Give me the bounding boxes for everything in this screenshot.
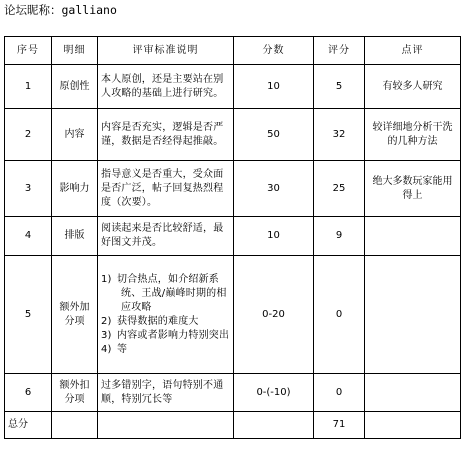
header-item: 明细 (52, 37, 98, 65)
row-criteria: 指导意义是否重大，受众面是否广泛，帖子回复热烈程度（次要）。 (98, 161, 234, 217)
scoring-table (4, 36, 461, 439)
row-comment (365, 256, 461, 374)
row-item: 排版 (52, 217, 98, 256)
row-score: 9 (314, 217, 365, 256)
total-empty-cell (52, 412, 98, 439)
row-score: 0 (314, 374, 365, 412)
header-points: 分数 (234, 37, 314, 65)
row-points: 0-20 (234, 256, 314, 374)
row-comment: 有较多人研究 (365, 65, 461, 109)
row-score: 5 (314, 65, 365, 109)
nickname-label: 论坛昵称： (4, 3, 62, 17)
row-points: 10 (234, 217, 314, 256)
row-no: 5 (5, 256, 52, 374)
table-row (5, 161, 461, 217)
row-comment: 较详细地分析干洗的几种方法 (365, 109, 461, 161)
row-no: 1 (5, 65, 52, 109)
forum-nickname-line (4, 2, 117, 18)
row-comment: 绝大多数玩家能用得上 (365, 161, 461, 217)
criteria-list-item: 2) 获得数据的难度大 (101, 315, 199, 327)
row-item: 影响力 (52, 161, 98, 217)
row-no: 6 (5, 374, 52, 412)
total-score: 71 (314, 412, 365, 439)
row-no: 2 (5, 109, 52, 161)
row-criteria: 阅读起来是否比较舒适，最好图文并茂。 (98, 217, 234, 256)
criteria-list-item: 3) 内容或者影响力特别突出 (101, 329, 230, 341)
header-criteria: 评审标准说明 (98, 37, 234, 65)
row-no: 4 (5, 217, 52, 256)
row-item: 额外加分项 (52, 256, 98, 374)
table-header-row (5, 37, 461, 65)
table-row (5, 256, 461, 374)
row-criteria: 本人原创，还是主要站在别人攻略的基础上进行研究。 (98, 65, 234, 109)
table-row (5, 65, 461, 109)
row-criteria-list (98, 256, 234, 374)
header-no: 序号 (5, 37, 52, 65)
row-comment (365, 217, 461, 256)
header-score: 评分 (314, 37, 365, 65)
row-criteria: 过多错别字，语句特别不通顺，特别冗长等 (98, 374, 234, 412)
table-row (5, 374, 461, 412)
row-points: 50 (234, 109, 314, 161)
criteria-list-item: 4) 等 (101, 343, 128, 355)
row-item: 内容 (52, 109, 98, 161)
total-row (5, 412, 461, 439)
row-item: 原创性 (52, 65, 98, 109)
row-points: 0-(-10) (234, 374, 314, 412)
row-item: 额外扣分项 (52, 374, 98, 412)
total-empty-cell (365, 412, 461, 439)
table-row (5, 109, 461, 161)
criteria-list-item: 1) 切合热点，如介绍新系统、王战/巅峰时期的相应攻略 (101, 273, 227, 313)
nickname-value: galliano (61, 3, 117, 17)
row-points: 10 (234, 65, 314, 109)
table-row (5, 217, 461, 256)
row-score: 25 (314, 161, 365, 217)
row-comment (365, 374, 461, 412)
total-empty-cell (234, 412, 314, 439)
row-points: 30 (234, 161, 314, 217)
total-empty-cell (98, 412, 234, 439)
row-no: 3 (5, 161, 52, 217)
row-score: 32 (314, 109, 365, 161)
total-label: 总分 (5, 412, 52, 439)
header-comment: 点评 (365, 37, 461, 65)
row-criteria: 内容是否充实，逻辑是否严谨，数据是否经得起推敲。 (98, 109, 234, 161)
row-score: 0 (314, 256, 365, 374)
